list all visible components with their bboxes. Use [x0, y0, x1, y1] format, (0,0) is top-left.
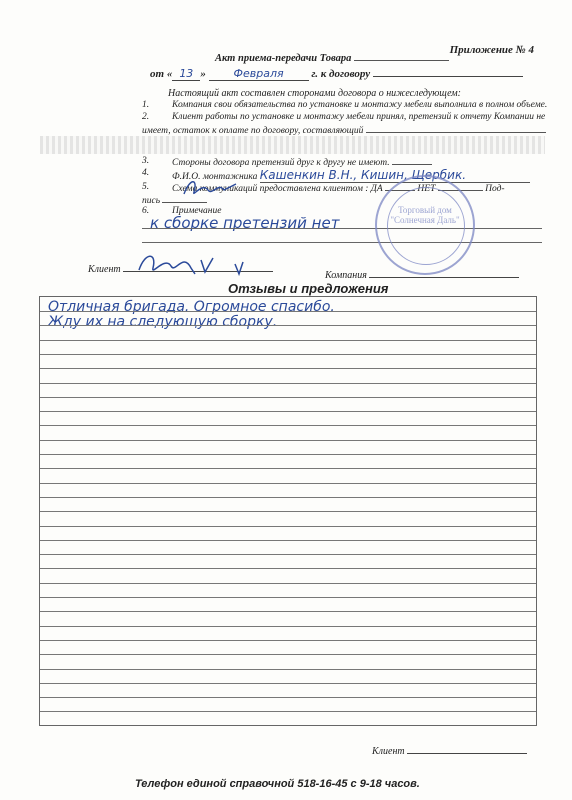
feedback-rule: [40, 597, 536, 598]
feedback-rule: [40, 540, 536, 541]
clause-6: 6. Примечание: [142, 206, 222, 216]
date-month: Февраля: [209, 67, 309, 81]
clause-2-text: Клиент работы по установке и монтажу мебели принял, претензий к отчету Компании не: [172, 112, 546, 122]
scheme-sign-label2: пись: [142, 196, 161, 206]
title-blank: [354, 52, 449, 61]
clause-2: 2. Клиент работы по установке и монтажу мебели принял, претензий к отчету Компании не: [142, 112, 546, 122]
bottom-client-line: [407, 744, 527, 754]
feedback-rule: [40, 711, 536, 712]
feedback-line-1: Отличная бригада. Огромное спасибо.: [48, 299, 335, 315]
scheme-signature: [180, 176, 240, 200]
note-line-2: [142, 242, 542, 243]
feedback-rule: [40, 454, 536, 455]
company-stamp: [375, 175, 475, 275]
clause-1: 1. Компания свои обязательства по установке и монтажу мебели выполнила в полном объеме.: [142, 100, 548, 110]
feedback-rule: [40, 411, 536, 412]
appendix-number: Приложение № 4: [449, 44, 534, 56]
stamp-line-2: "Солнечная Даль": [390, 215, 460, 225]
clause-1-text: Компания свои обязательства по установке и монтажу мебели выполнила в полном объеме.: [172, 100, 548, 110]
blurred-amount-area: [40, 136, 545, 154]
bottom-client-label: Клиент: [372, 746, 405, 757]
feedback-rule: [40, 683, 536, 684]
feedback-rule: [40, 626, 536, 627]
feedback-rule: [40, 611, 536, 612]
document-title: [215, 52, 449, 64]
clause-6-text: Примечание: [172, 206, 222, 216]
intro-text: Настоящий акт составлен сторонами договора о нижеследующем:: [168, 88, 461, 99]
feedback-rule: [40, 640, 536, 641]
feedback-rule: [40, 526, 536, 527]
scheme-no-label: НЕТ: [417, 184, 436, 194]
feedback-rule: [40, 325, 536, 326]
title-text: Акт приема-передачи Товара: [215, 53, 352, 64]
clause-4-text: Ф.И.О. монтажника: [172, 172, 258, 182]
feedback-rule: [40, 354, 536, 355]
feedback-rule: [40, 511, 536, 512]
clause-3-text: Стороны договора претензий друг к другу не имеют.: [172, 158, 390, 168]
feedback-rule: [40, 425, 536, 426]
note-line-1: [142, 228, 542, 229]
clause-5: 5. Схема коммуникаций предоставлена клиентом : ДА НЕТ Под-: [142, 182, 505, 194]
feedback-rule: [40, 583, 536, 584]
feedback-rule: [40, 669, 536, 670]
client-label: Клиент: [88, 264, 121, 275]
client-signature: [135, 248, 255, 278]
clause-4: 4. Ф.И.О. монтажника Кашенкин В.Н., Кишин, Щербик.: [172, 168, 530, 183]
feedback-rule: [40, 697, 536, 698]
company-signature-row: [325, 268, 519, 281]
date-day: 13: [172, 67, 200, 81]
feedback-rule: [40, 554, 536, 555]
feedback-rule: [40, 483, 536, 484]
installers-handwritten: Кашенкин В.Н., Кишин, Щербик.: [260, 168, 530, 183]
feedback-rule: [40, 311, 536, 312]
stamp-line-1: Торговый дом: [398, 205, 452, 215]
date-row: от « 13 » Февраля г. к договору: [150, 66, 523, 81]
feedback-rule: [40, 397, 536, 398]
clause-3: 3. Стороны договора претензий друг к другу не имеют.: [172, 156, 432, 168]
clause-2-cont-text: имеет, остаток к оплате по договору, составляющий: [142, 126, 364, 136]
feedback-rule: [40, 654, 536, 655]
feedback-rule: [40, 340, 536, 341]
feedback-rule: [40, 497, 536, 498]
feedback-lined-area: [39, 296, 537, 726]
clause-2-cont: [142, 124, 546, 136]
feedback-rule: [40, 368, 536, 369]
feedback-title: Отзывы и предложения: [228, 281, 389, 296]
contract-label: г. к договору: [311, 68, 371, 80]
company-label: Компания: [325, 270, 367, 281]
contract-number-line: [373, 66, 523, 77]
feedback-rule: [40, 468, 536, 469]
footer-phone: Телефон единой справочной 518-16-45 с 9-18 часов.: [135, 778, 420, 790]
clause-5-text: Схема коммуникаций предоставлена клиентом : ДА: [172, 184, 383, 194]
feedback-rule: [40, 568, 536, 569]
feedback-rule: [40, 383, 536, 384]
company-signature-line: [369, 268, 519, 278]
date-prefix: от: [150, 68, 165, 80]
note-handwritten: к сборке претензий нет: [150, 214, 340, 232]
feedback-rule: [40, 440, 536, 441]
stamp-inner-ring: [387, 187, 465, 265]
feedback-line-2: Жду их на следующую сборку.: [48, 314, 278, 330]
scheme-sign-label: Под-: [485, 184, 505, 194]
bottom-client-row: [372, 744, 527, 757]
